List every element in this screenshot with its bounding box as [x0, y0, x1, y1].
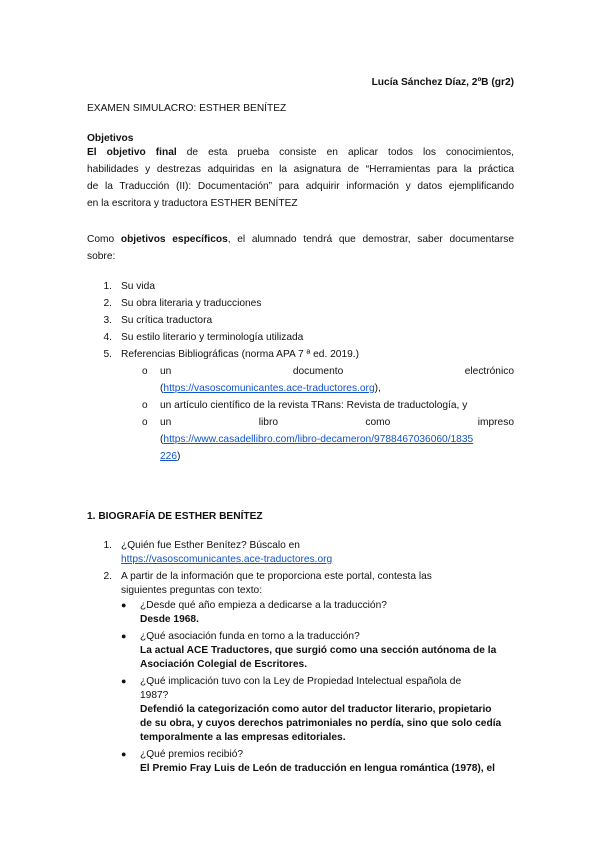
vasos-comunicantes-link[interactable]: https://vasoscomunicantes.ace-traductores.org	[163, 383, 375, 394]
ref-word: como	[365, 417, 391, 428]
question: ¿Qué implicación tuvo con la Ley de Propiedad Intelectual española de	[140, 676, 462, 687]
specific-pre: Como	[87, 234, 121, 245]
instructions-line-2: siguientes preguntas con texto:	[121, 585, 263, 596]
bullet-icon: ●	[121, 631, 127, 641]
reference-electronic-line-1	[160, 365, 514, 378]
answer: El Premio Fray Luis de León de traducción en lengua romántica (1978), el	[140, 763, 495, 774]
ref-word: libro	[258, 417, 279, 428]
objective-line1-rest: de esta prueba consiste en aplicar todos los conocimientos,	[176, 147, 514, 158]
specific-post: , el alumnado tendrá que demostrar, saber documentarse	[227, 234, 514, 245]
paren-close: )	[177, 451, 181, 462]
ref-word: electrónico	[464, 366, 514, 377]
reference-book-line-3	[160, 450, 180, 463]
reference-article: un artículo científico de la revista TRans: Revista de traductología, y	[160, 400, 468, 411]
reference-book-line-2	[160, 433, 473, 446]
question: ¿Qué premios recibió?	[140, 749, 244, 760]
objectives-heading: Objetivos	[87, 133, 134, 144]
objective-paragraph-line-1	[87, 146, 514, 159]
list-item: Referencias Bibliográficas (norma APA 7 ª ed. 2019.)	[121, 349, 360, 360]
paren-close: ),	[374, 383, 381, 394]
bullet-icon: ●	[121, 676, 127, 686]
ref-word: documento	[292, 366, 344, 377]
list-item: Su estilo literario y terminología utilizada	[121, 332, 304, 343]
ref-word: un	[160, 417, 172, 428]
specific-bold: objetivos específicos	[120, 234, 228, 245]
section-1-title: 1. BIOGRAFÍA DE ESTHER BENÍTEZ	[87, 511, 263, 522]
list-number: 2.	[103, 571, 112, 582]
list-number: 3.	[103, 315, 112, 326]
list-item: Su crítica traductora	[121, 315, 213, 326]
paren-open: (	[160, 434, 164, 445]
bullet-icon: ●	[121, 749, 127, 759]
list-number: 5.	[103, 349, 112, 360]
list-number: 1.	[103, 540, 112, 551]
question: 1987?	[140, 690, 169, 701]
sub-bullet-icon: o	[142, 400, 148, 411]
objective-paragraph-line-2: habilidades y destrezas adquiridas en la asignatura de “Herramientas para la práctica	[87, 164, 514, 175]
specific-objectives-line-1	[87, 233, 514, 246]
list-number: 2.	[103, 298, 112, 309]
list-number: 4.	[103, 332, 112, 343]
list-number: 1.	[103, 281, 112, 292]
question: ¿Desde qué año empieza a dedicarse a la traducción?	[140, 600, 387, 611]
question-who: ¿Quién fue Esther Benítez? Búscalo en	[121, 540, 300, 551]
instructions-line-1: A partir de la información que te proporciona este portal, contesta las	[121, 571, 432, 582]
casa-del-libro-link[interactable]: https://www.casadellibro.com/libro-decameron/9788467036060/1835	[163, 434, 474, 445]
objective-paragraph-line-3: de la Traducción (II): Documentación” para adquirir información y datos ejemplificando	[87, 181, 514, 192]
list-item: Su vida	[121, 281, 155, 292]
objective-final-bold: El objetivo final	[87, 147, 177, 158]
sub-bullet-icon: o	[142, 417, 148, 428]
answer: Asociación Colegial de Escritores.	[140, 659, 308, 670]
reference-electronic-line-2	[160, 382, 381, 395]
casa-del-libro-link-cont[interactable]: 226	[160, 451, 177, 462]
ref-word: un	[160, 366, 172, 377]
answer: Desde 1968.	[140, 614, 199, 625]
objective-paragraph-line-4: en la escritora y traductora ESTHER BENÍTEZ	[87, 198, 298, 209]
list-item: Su obra literaria y traducciones	[121, 298, 262, 309]
specific-objectives-line-2: sobre:	[87, 251, 116, 262]
paren-open: (	[160, 383, 164, 394]
answer: La actual ACE Traductores, que surgió como una sección autónoma de la	[140, 645, 497, 656]
sub-bullet-icon: o	[142, 366, 148, 377]
bullet-icon: ●	[121, 600, 127, 610]
ref-word: impreso	[477, 417, 514, 428]
author-name: Lucía Sánchez Díaz, 2ºB (gr2)	[371, 77, 514, 88]
answer: Defendió la categorización como autor del traductor literario, propietario	[140, 704, 492, 715]
reference-book-line-1	[160, 416, 514, 429]
answer: de su obra, y cuyos derechos patrimoniales no perdía, sino que solo cedía	[140, 718, 502, 729]
vasos-comunicantes-link-2[interactable]: https://vasoscomunicantes.ace-traductores.org	[121, 554, 333, 565]
exam-title: EXAMEN SIMULACRO: ESTHER BENÍTEZ	[87, 103, 287, 114]
answer: temporalmente a las empresas editoriales.	[140, 732, 346, 743]
question: ¿Qué asociación funda en torno a la traducción?	[140, 631, 360, 642]
